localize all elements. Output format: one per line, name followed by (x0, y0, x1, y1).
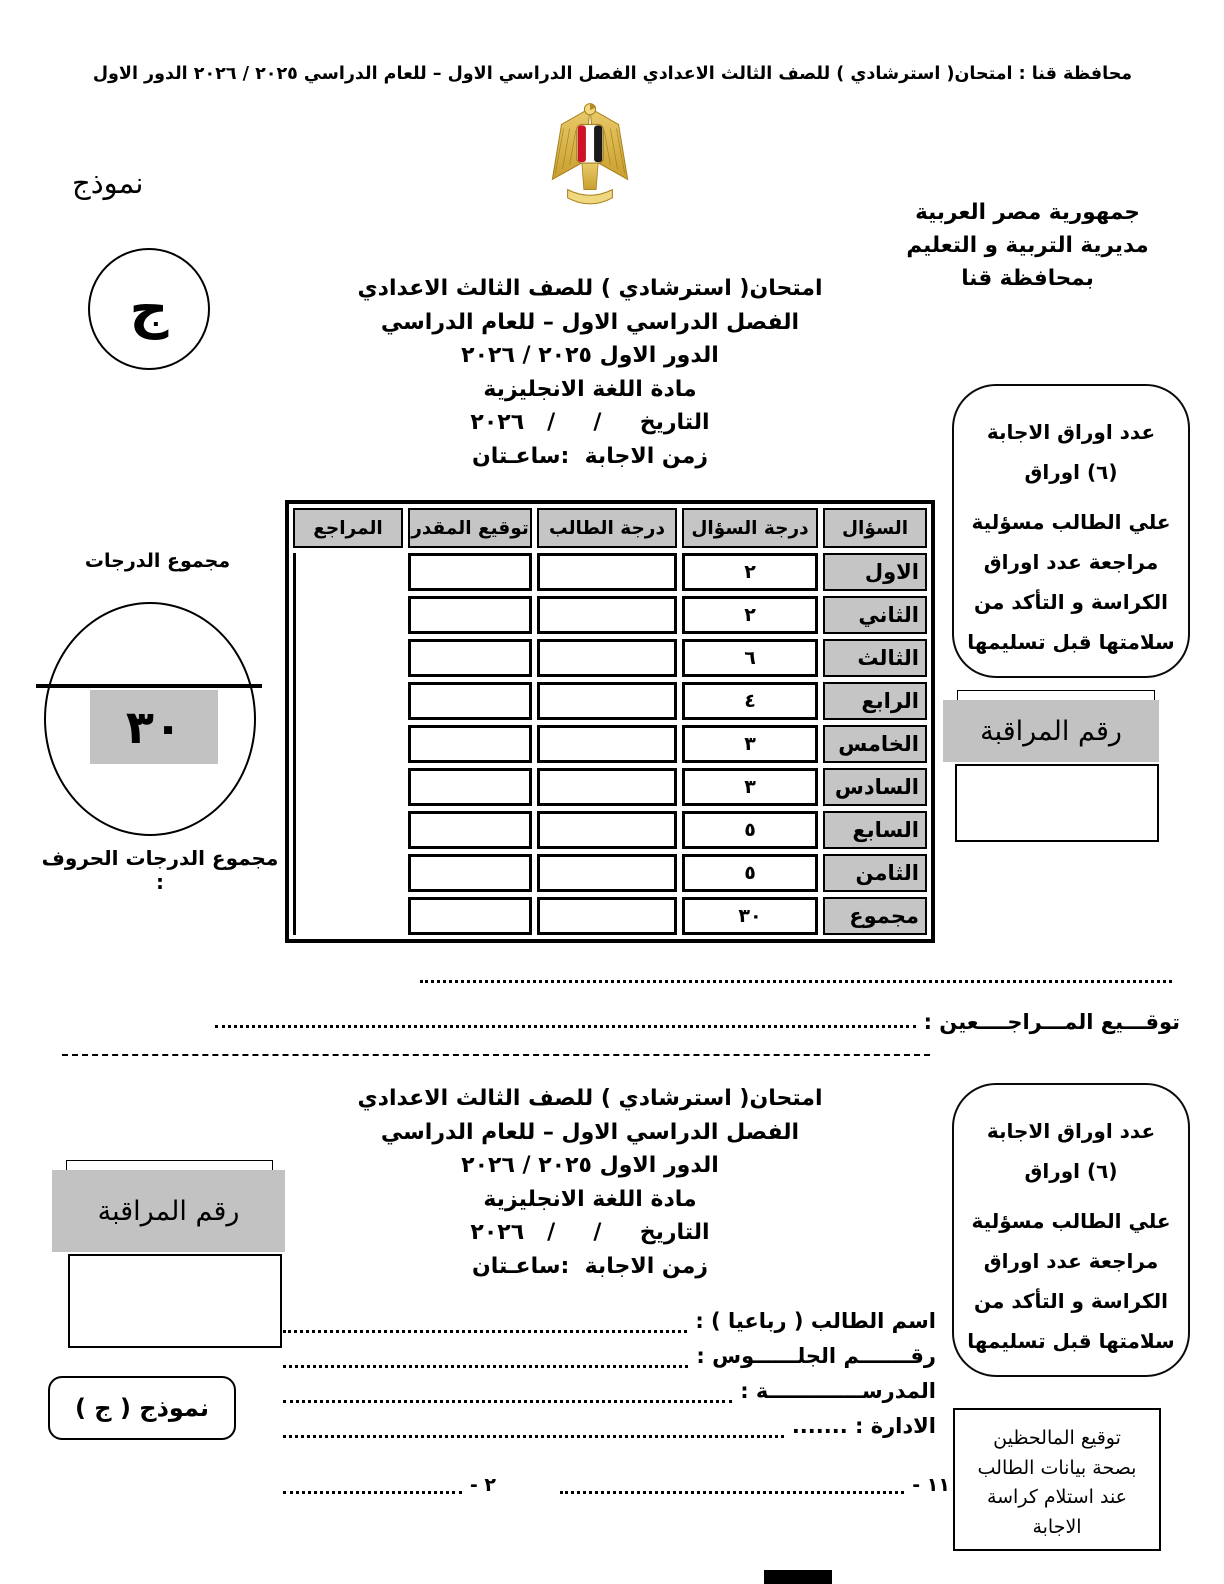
grader-signature-cell (408, 596, 532, 634)
responsibility-line2: مراجعة عدد اوراق (983, 1249, 1159, 1273)
model-word: نموذج (72, 166, 144, 200)
question-mark-cell: ٦ (682, 639, 818, 677)
sheets-count-line2: (٦) اوراق (1024, 460, 1118, 484)
answer-sheets-notice-1 (952, 384, 1190, 678)
directorate-line: مديرية التربية و التعليم بمحافظة قنا (906, 233, 1149, 291)
reviewer-column-cell (293, 553, 403, 935)
row-label: الخامس (823, 725, 927, 763)
answer-sheets-notice-2 (952, 1083, 1190, 1377)
observers-signature-box (953, 1408, 1161, 1551)
footer-line-2 (283, 1470, 496, 1500)
term-line: الفصل الدراسي الاول – للعام الدراسي (380, 1119, 800, 1145)
responsibility-line1: علي الطالب مسؤلية (971, 1209, 1171, 1233)
governorate-header: محافظة قنا : امتحان( استرشادي ) للصف الثالث الاعدادي الفصل الدراسي الاول – للعام الدراسي ٢٠٢٥ / ٢٠٢٦ الدور الاول (92, 64, 1133, 84)
round-year-line: الدور الاول ٢٠٢٥ / ٢٠٢٦ (461, 1153, 719, 1178)
row-label: الثاني (823, 596, 927, 634)
sheets-count-line2: (٦) اوراق (1024, 1159, 1118, 1183)
grader-signature-cell (408, 639, 532, 677)
row-label-total: مجموع (823, 897, 927, 935)
ministry-header (860, 196, 1195, 295)
sheets-count-line1: عدد اوراق الاجابة (986, 420, 1156, 444)
model-letter: ج (129, 277, 169, 340)
student-mark-cell (537, 897, 677, 935)
question-mark-cell: ٣ (682, 768, 818, 806)
republic-line: جمهورية مصر العربية (915, 200, 1140, 225)
grader-signature-cell (408, 553, 532, 591)
duration-line: زمن الاجابة :ساعـتان (472, 1253, 708, 1279)
page-mark (764, 1570, 832, 1584)
date-line: التاريخ / / ٢٠٢٦ (470, 410, 710, 435)
section-divider (62, 1054, 930, 1056)
exam-info-block-1 (348, 272, 832, 473)
exam-title-line: امتحان( استرشادي ) للصف الثالث الاعدادي (357, 276, 823, 301)
footer-line-1-number: ١١ - (912, 1474, 950, 1496)
administration-field (283, 1409, 936, 1444)
school-field (283, 1374, 936, 1409)
student-mark-cell (537, 553, 677, 591)
observers-line2: بصحة بيانات الطالب (977, 1456, 1137, 1479)
administration-label: الادارة : ....... (791, 1414, 936, 1438)
subject-line: مادة اللغة الانجليزية (483, 1186, 697, 1212)
row-label: السابع (823, 811, 927, 849)
row-label: الثامن (823, 854, 927, 892)
date-line: التاريخ / / ٢٠٢٦ (470, 1220, 710, 1245)
col-header-student-mark: درجة الطالب (537, 508, 677, 548)
observers-line4: الاجابة (1032, 1515, 1082, 1538)
total-in-letters-label: مجموع الدرجات الحروف : (41, 846, 279, 894)
col-header-question: السؤال (823, 508, 927, 548)
student-name-fill-line (283, 1330, 687, 1333)
student-mark-cell (537, 725, 677, 763)
monitor-number-label-2: رقم المراقبة (52, 1170, 285, 1252)
total-marks-label: مجموع الدرجات (84, 550, 231, 572)
monitor-number-label-1: رقم المراقبة (943, 700, 1159, 762)
student-mark-cell (537, 768, 677, 806)
school-fill-line (283, 1400, 732, 1403)
student-mark-cell (537, 854, 677, 892)
reviewers-signature-field (215, 1025, 916, 1028)
exam-info-block-2 (348, 1082, 832, 1283)
grades-table (285, 500, 935, 943)
total-marks-divider-line (36, 684, 262, 688)
reviewers-signature-line (215, 1010, 1180, 1034)
question-mark-cell: ٤ (682, 682, 818, 720)
responsibility-line3: الكراسة و التأكد من (973, 1289, 1168, 1313)
administration-fill-line (283, 1435, 784, 1438)
exam-title-line: امتحان( استرشادي ) للصف الثالث الاعدادي (357, 1086, 823, 1111)
seat-number-label: رقـــــــم الجلــــــوس : (696, 1344, 936, 1368)
grader-signature-cell (408, 682, 532, 720)
student-name-label: اسم الطالب ( رباعيا ) : (695, 1309, 936, 1333)
col-header-reviewer: المراجع (293, 508, 403, 548)
row-label: الثالث (823, 639, 927, 677)
grader-signature-cell (408, 897, 532, 935)
observers-line3: عند استلام كراسة (986, 1486, 1128, 1508)
footer-line-1-fill (560, 1491, 904, 1494)
footer-line-1 (560, 1470, 950, 1500)
responsibility-line4: سلامتها قبل تسليمها (967, 630, 1175, 654)
total-marks-value: ٣٠ (90, 690, 218, 764)
student-name-field (283, 1304, 936, 1339)
student-mark-cell (537, 639, 677, 677)
student-data-fields (283, 1304, 936, 1444)
responsibility-line1: علي الطالب مسؤلية (971, 510, 1171, 534)
term-line: الفصل الدراسي الاول – للعام الدراسي (380, 309, 800, 335)
student-mark-cell (537, 596, 677, 634)
footer-line-2-number: ٢ - (469, 1474, 496, 1496)
question-mark-cell: ٣ (682, 725, 818, 763)
grader-signature-cell (408, 854, 532, 892)
footer-line-2-fill (283, 1491, 462, 1494)
monitor-number-field-1 (955, 764, 1159, 842)
observers-line1: توقيع المالحظين (993, 1427, 1121, 1449)
question-mark-cell: ٢ (682, 553, 818, 591)
student-mark-cell (537, 682, 677, 720)
student-mark-cell (537, 811, 677, 849)
round-year-line: الدور الاول ٢٠٢٥ / ٢٠٢٦ (461, 343, 719, 368)
dotted-line (420, 960, 1172, 983)
model-c-label: نموذج ( ج ) (74, 1394, 210, 1422)
question-mark-cell: ٥ (682, 854, 818, 892)
monitor-number-field-2 (68, 1254, 282, 1348)
reviewers-signature-label: توقـــيع المـــراجــــعين : (923, 1010, 1180, 1034)
seat-number-fill-line (283, 1365, 688, 1368)
model-letter-circle (88, 248, 210, 370)
egypt-eagle-emblem-icon (524, 98, 656, 210)
grader-signature-cell (408, 768, 532, 806)
responsibility-line2: مراجعة عدد اوراق (983, 550, 1159, 574)
row-label: السادس (823, 768, 927, 806)
subject-line: مادة اللغة الانجليزية (483, 376, 697, 402)
school-label: المدرســـــــــــــة : (740, 1379, 936, 1403)
row-label: الرابع (823, 682, 927, 720)
row-label: الاول (823, 553, 927, 591)
question-mark-cell: ٥ (682, 811, 818, 849)
duration-line: زمن الاجابة :ساعـتان (472, 443, 708, 469)
col-header-question-mark: درجة السؤال (682, 508, 818, 548)
question-mark-cell-total: ٣٠ (682, 897, 818, 935)
model-c-box (48, 1376, 236, 1440)
responsibility-line3: الكراسة و التأكد من (973, 590, 1168, 614)
grader-signature-cell (408, 725, 532, 763)
col-header-grader-signature: توقيع المقدر (408, 508, 532, 548)
grader-signature-cell (408, 811, 532, 849)
question-mark-cell: ٢ (682, 596, 818, 634)
seat-number-field (283, 1339, 936, 1374)
sheets-count-line1: عدد اوراق الاجابة (986, 1119, 1156, 1143)
responsibility-line4: سلامتها قبل تسليمها (967, 1329, 1175, 1353)
